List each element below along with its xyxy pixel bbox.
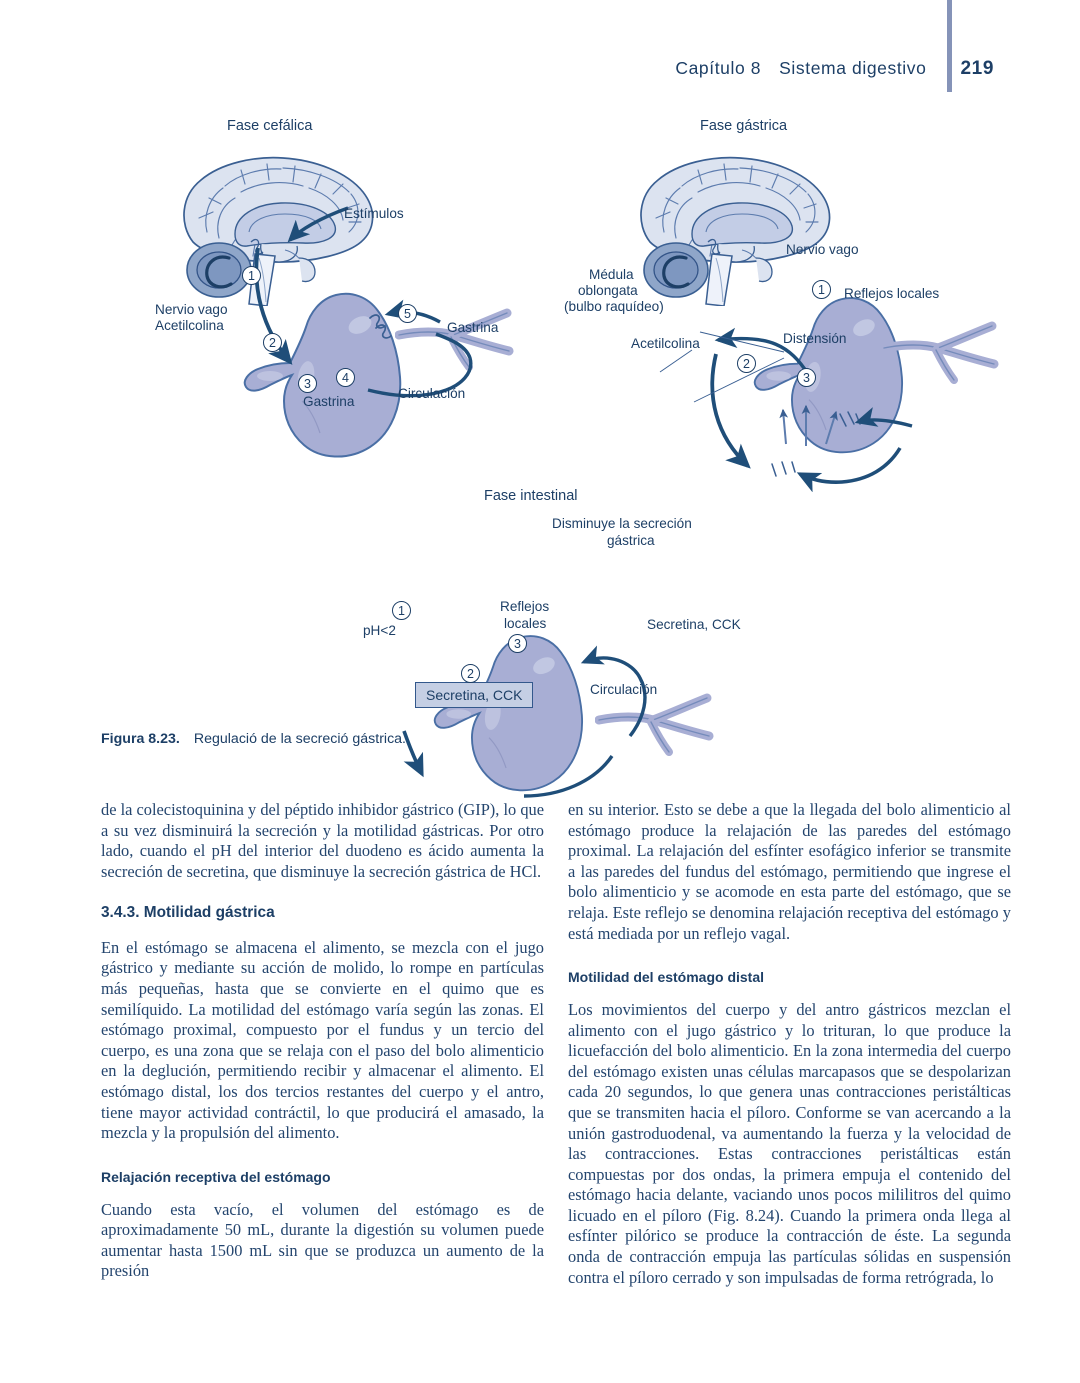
step-marker-2-intestinal: 2 [461, 664, 480, 683]
right-para-2: Los movimientos del cuerpo y del antro gástricos mezclan el alimento con el jugo gástrico y lo trituran, lo que produce la licuefacción del bolo alimenticio. En la zona intermedia del cuerpo del estómago existen unas células marcapasos que se despolarizan cada 20 segundos, lo que genera unas contracciones peristálticas que se transmiten hacia el píloro. Conforme se van acercando a la unión gastroduodenal, va aumentando la fuerza y la velocidad de las contracciones. Estas contracciones peristálticas están compuestas por dos ondas, la primera empuja el contenido del estómago hacia delante, vaciando unos pocos mililitros del quimo licuado en el píloro (Fig. 8.24). Cuando la primera onda llega al esfínter pilórico se produce la contracción de éste. La segunda onda de contracción empuja las partículas sólidas en suspensión contra el píloro cerrado y son impulsadas de forma retrógrada, lo [568, 999, 1011, 1287]
label-medula-line3: (bulbo raquídeo) [564, 299, 664, 314]
panel-intestinal-art [404, 636, 709, 796]
heading-relajacion-receptiva: Relajación receptiva del estómago [101, 1168, 331, 1185]
label-acetilcolina-gastrica: Acetilcolina [631, 336, 700, 351]
page-number: 219 [960, 58, 994, 79]
step-marker-3-intestinal: 3 [508, 634, 527, 653]
right-para-1: en su interior. Esto se debe a que la llegada del bolo alimenticio al estómago produce la relajación de las paredes del estómago proximal. La relajación del esfínter esofágico inferior se transmite a las paredes del fundus del estómago, permitiendo que ingrese el bolo alimenticio y se acomode en esta parte del estómago, que se relaja. Este reflejo se denomina relajación receptiva del estómago y está mediada por un reflejo vagal. [568, 800, 1011, 943]
heading-motilidad-gastrica: 3.4.3. Motilidad gástrica [101, 904, 275, 922]
label-medula-line1: Médula [589, 267, 634, 282]
label-circulacion: Circulación [398, 386, 466, 401]
step-marker-4: 4 [336, 368, 355, 387]
figure-artwork [0, 96, 1080, 736]
label-nervio-vago: Nervio vago [155, 302, 228, 317]
panel-cefalica-art [184, 158, 509, 457]
label-medula-line2: oblongata [578, 283, 638, 298]
secretina-cck-box: Secretina, CCK [415, 682, 533, 708]
label-estimulos: Estímulos [344, 206, 404, 221]
label-gastrina-vessel: Gastrina [447, 320, 499, 335]
figure-caption-text: Regulació de la secreció gástrica. [193, 731, 406, 747]
step-marker-5: 5 [398, 304, 417, 323]
panel-intestinal-title: Fase intestinal [484, 488, 578, 504]
label-ph: pH<2 [363, 623, 396, 638]
label-distension: Distensión [783, 331, 847, 346]
step-marker-2-gastrica: 2 [737, 354, 756, 373]
left-para-1: En el estómago se almacena el alimento, se mezcla con el jugo gástrico y mediante su acción de molido, lo rompe en partículas más pequeñas, hasta que se convierte en el quimo que es semilíquido. La motilidad del estómago varía según las zonas. El estómago proximal, compuesto por el fundus y un tercio del cuerpo, es una zona que se relaja con el paso del bolo alimenticio en la deglución, permitiendo recibir y almacenar el alimento. El estómago distal, los dos tercios restantes del cuerpo y el antro, tiene mayor actividad contráctil, lo que producirá el amasado, la mezcla y la propulsión del alimento. [101, 937, 544, 1143]
step-marker-3: 3 [298, 374, 317, 393]
label-disminuye-line2: gástrica [607, 533, 655, 548]
heading-motilidad-distal: Motilidad del estómago distal [568, 969, 765, 986]
step-marker-2: 2 [263, 333, 282, 352]
label-acetilcolina: Acetilcolina [155, 318, 224, 333]
panel-gastrica-art [641, 158, 994, 483]
left-para-2: Cuando esta vacío, el volumen del estómago es de aproximadamente 50 mL, durante la digestión su volumen puede aumentar hasta 1500 mL sin que se produzca un aumento de la presión [101, 1199, 544, 1281]
running-head [675, 58, 994, 80]
panel-gastrica-title: Fase gástrica [700, 118, 788, 134]
section-label: Sistema digestivo [779, 58, 927, 78]
label-reflejos-line1: Reflejos [500, 599, 550, 614]
panel-cefalica-title: Fase cefálica [227, 118, 313, 134]
label-secretina-vessel: Secretina, CCK [647, 617, 741, 632]
label-disminuye-line1: Disminuye la secreción [552, 516, 692, 531]
label-nervio-vago-gastrica: Nervio vago [786, 242, 859, 257]
step-marker-1-intestinal: 1 [392, 601, 411, 620]
figure-8-23 [0, 96, 1080, 736]
figure-caption-label: Figura 8.23. [101, 731, 180, 747]
left-para-intro: de la colecistoquinina y del péptido inhibidor gástrico (GIP), lo que a su vez disminuirá la secreción y la motilidad gástricas. Por otro lado, cuando el pH del interior del duodeno es ácido aumenta la secreción de secretina, que disminuye la secreción gástrica de HCl. [101, 800, 544, 881]
left-column [101, 800, 544, 1296]
right-column [568, 800, 1011, 1302]
label-gastrina-stomach: Gastrina [303, 394, 355, 409]
label-circulacion-intestinal: Circulación [590, 682, 658, 697]
figure-caption [101, 731, 601, 747]
label-reflejos-line2: locales [504, 616, 547, 631]
step-marker-1: 1 [242, 266, 261, 285]
chapter-label: Capítulo 8 [675, 58, 762, 78]
step-marker-1-gastrica: 1 [812, 280, 831, 299]
label-reflejos-locales-gastrica: Reflejos locales [844, 286, 940, 301]
step-marker-3-gastrica: 3 [797, 368, 816, 387]
